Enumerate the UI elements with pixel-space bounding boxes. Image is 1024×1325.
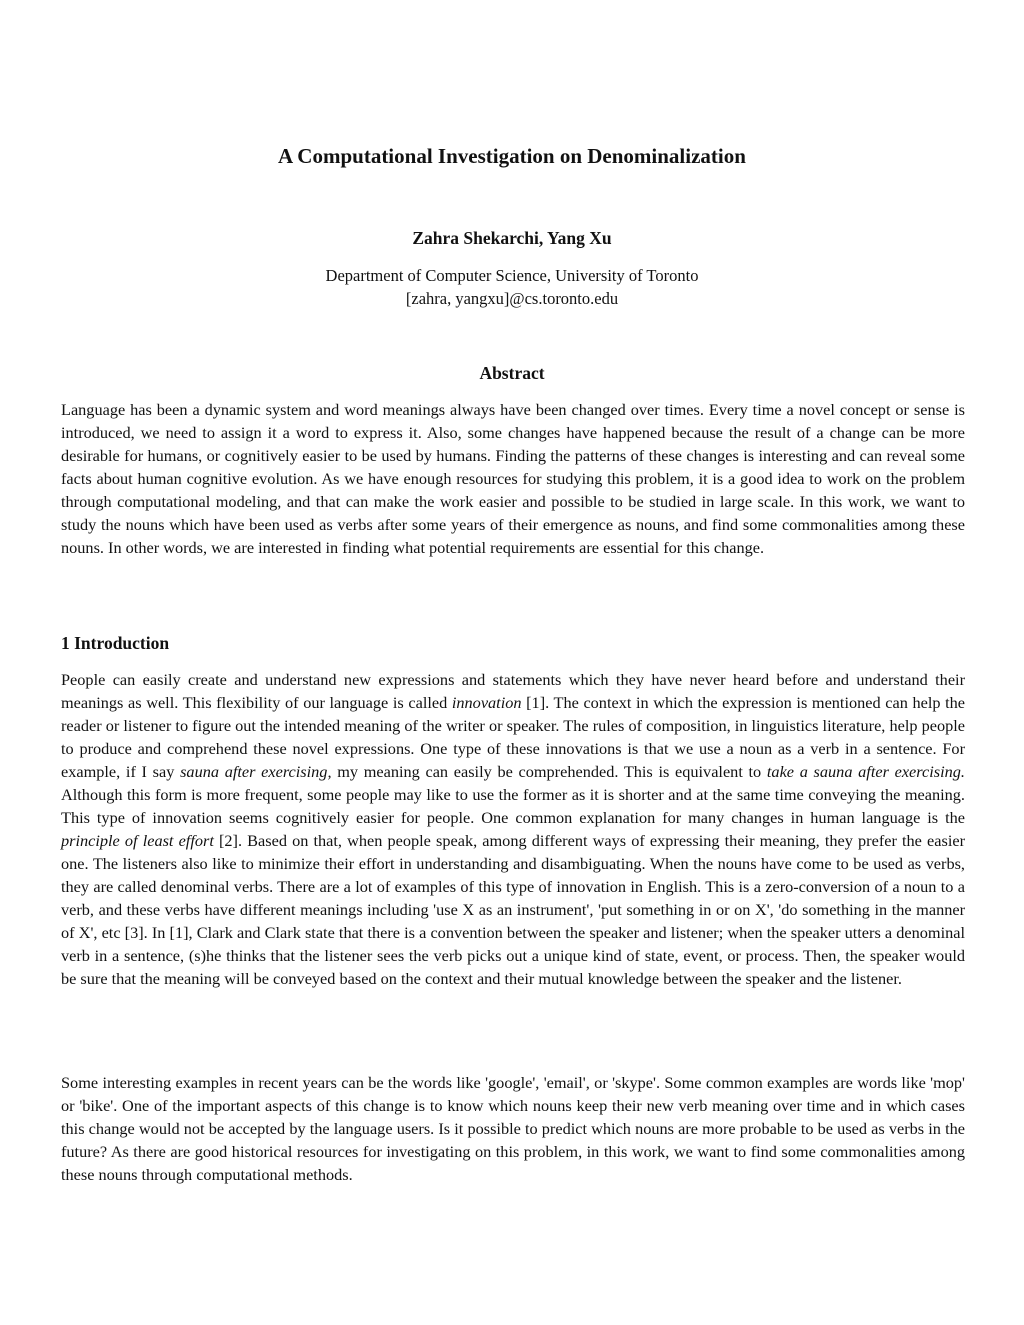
italic-example: take a sauna after exercising. — [766, 762, 965, 781]
italic-term: principle of least effort — [61, 831, 214, 850]
affiliation-block — [0, 264, 1024, 310]
italic-example: sauna after exercising, — [180, 762, 332, 781]
author-email: [zahra, yangxu]@cs.toronto.edu — [405, 289, 619, 308]
text-run: [1]. The context in which the expression is mentioned can help the reader or listener to figure out the intended meaning of the writer or speaker. The rules of composition, in linguistics literature, help people to produce and comprehend these novel expressions. One type of these innovations is that we use a noun as a verb in a sentence. For example, if I say — [61, 693, 966, 781]
text-run: People can easily create and understand new expressions and statements which they have never heard before and understand their meanings as well. This flexibility of our language is called — [61, 670, 965, 712]
abstract-text: Language has been a dynamic system and word meanings always have been changed over times. Every time a novel concept or sense is introduced, we need to assign it a word to express it. Also, some changes have happened because the result of a change can be more desirable for humans, or cognitively easier to be used by humans. Finding the patterns of these changes is interesting and can reveal some facts about human cognitive evolution. As we have enough resources for studying this problem, it is a good idea to work on the problem through computational modeling, and that can make the work easier and possible to be studied in large scale. In this work, we want to study the nouns which have been used as verbs after some years of their emergence as nouns, and find some commonalities among these nouns. In other words, we are interested in finding what potential requirements are essential for this change. — [61, 400, 965, 557]
affiliation-line: Department of Computer Science, University of Toronto — [325, 266, 699, 285]
introduction-paragraph-2: Some interesting examples in recent years can be the words like 'google', 'email', or 'skype'. Some common examples are words like 'mop' or 'bike'. One of the important aspects of this change is to know which nouns keep their new verb meaning over time and in which cases this change would not be accepted by the language users. Is it possible to predict which nouns are more probable to be used as verbs in the future? As there are good historical resources for investigating on this problem, in this work, we want to find some commonalities among these nouns through computational methods. — [61, 1073, 965, 1184]
abstract-heading: Abstract — [479, 363, 545, 383]
text-run: Although this form is more frequent, some people may like to use the former as it is shorter and at the same time conveying the meaning. This type of innovation seems cognitively easier for people. One common explanation for many changes in human language is the — [61, 785, 965, 827]
paper-title: A Computational Investigation on Denominalization — [278, 144, 746, 168]
author-names: Zahra Shekarchi, Yang Xu — [412, 228, 612, 248]
introduction-paragraph-1 — [61, 668, 965, 990]
text-run: [2]. Based on that, when people speak, among different ways of expressing their meaning, they prefer the easier one. The listeners also like to minimize their effort in understanding and disambiguating. When the nouns have come to be used as verbs, they are called denominal verbs. There are a lot of examples of this type of innovation in English. This is a zero-conversion of a noun to a verb, and these verbs have different meanings including 'use X as an instrument', 'put something in or on X', 'do something in the manner of X', etc [3]. In [1], Clark and Clark state that there is a convention between the speaker and listener; when the speaker utters a denominal verb in a sentence, (s)he thinks that the listener sees the verb picks out a unique kind of state, event, or process. Then, the speaker would be sure that the meaning will be conveyed based on the context and their mutual knowledge between the speaker and the listener. — [61, 831, 965, 988]
section-heading-introduction: 1 Introduction — [61, 633, 170, 653]
text-run: my meaning can easily be comprehended. This is equivalent to — [331, 762, 767, 781]
italic-term: innovation — [451, 693, 522, 712]
